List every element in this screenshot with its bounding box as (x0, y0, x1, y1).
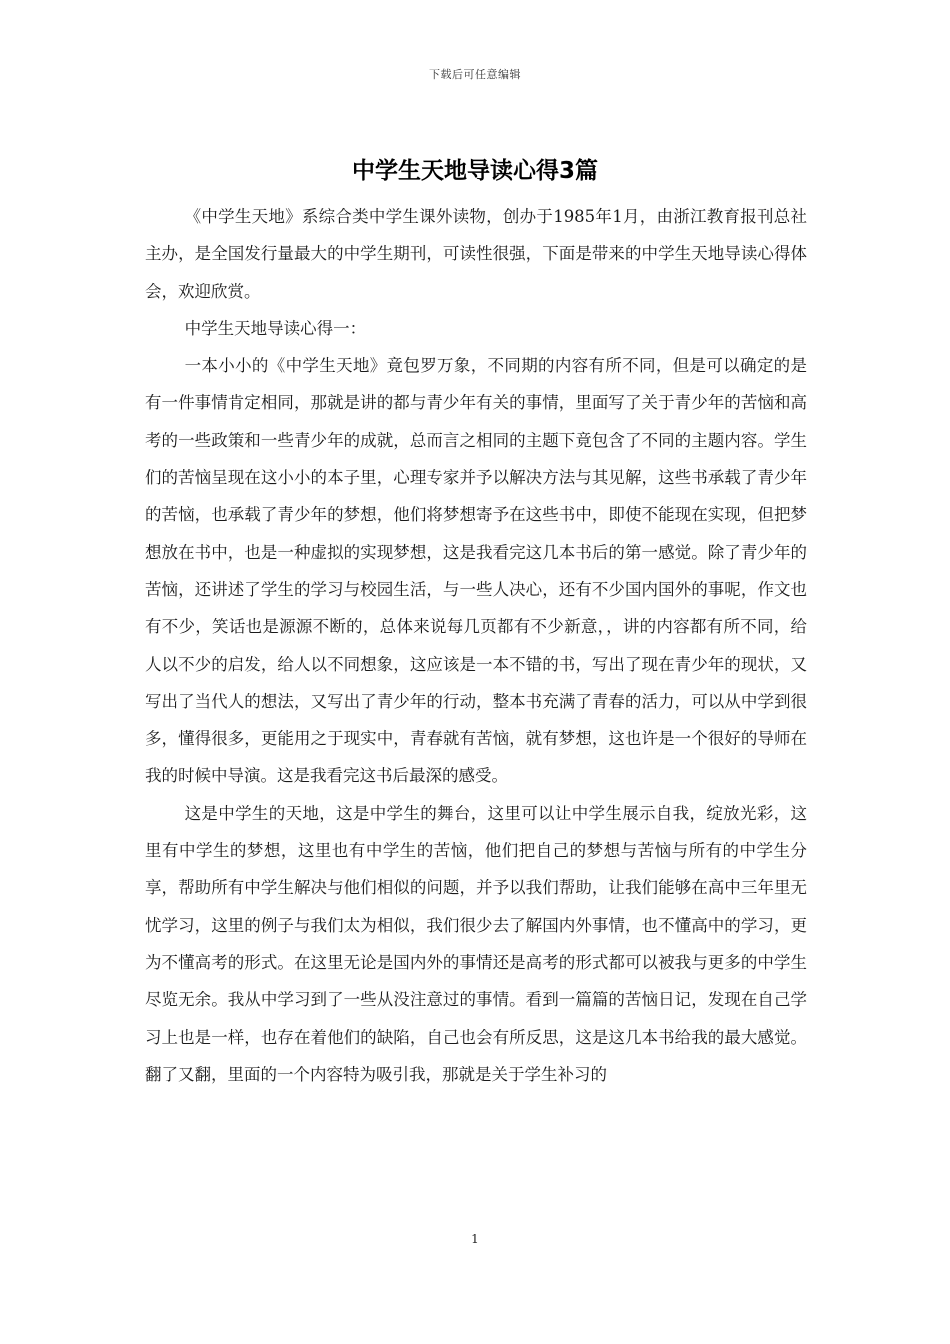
page-number: 1 (471, 1232, 479, 1246)
section-heading: 中学生天地导读心得一： (184, 318, 367, 338)
body-paragraph: 一本小小的《中学生天地》竟包罗万象，不同期的内容有所不同，但是可以确定的是有一件事情肯定相同，那就是讲的都与青少年有关的事情，里面写了关于青少年的苦恼和高考的一些政策和一些青少年的成就，总而言之相同的主题下竟包含了不同的主题内容。学生们的苦恼呈现在这小小的本子里，心理专家并予以解决方法与其见解，这些书承载了青少年的苦恼，也承载了青少年的梦想，他们将梦想寄予在这些书中，即使不能现在实现，但把梦想放在书中，也是一种虚拟的实现梦想，这是我看完这几本书后的第一感觉。除了青少年的苦恼，还讲述了学生的学习与校园生活，与一些人决心，还有不少国内国外的事呢，作文也有不少，笑话也是源源不断的，总体来说每几页都有不少新意，，讲的内容都有所不同，给人以不少的启发，给人以不同想象，这应该是一本不错的书，写出了现在青少年的现状，又写出了当代人的想法，又写出了青少年的行动，整本书充满了青春的活力，可以从中学到很多，懂得很多，更能用之于现实中，青春就有苦恼，就有梦想，这也许是一个很好的导师在我的时候中导演。这是我看完这书后最深的感受。 (145, 356, 807, 786)
document-body (145, 198, 807, 1093)
page-title: 中学生天地导读心得3篇 (351, 158, 598, 184)
header-note: 下载后可任意编辑 (429, 68, 521, 81)
intro-paragraph: 《中学生天地》系综合类中学生课外读物，创办于1985年1月，由浙江教育报刊总社主办，是全国发行量最大的中学生期刊，可读性很强，下面是带来的中学生天地导读心得体会，欢迎欣赏。 (145, 207, 807, 301)
body-paragraph: 这是中学生的天地，这是中学生的舞台，这里可以让中学生展示自我，绽放光彩，这里有中学生的梦想，这里也有中学生的苦恼，他们把自己的梦想与苦恼与所有的中学生分享，帮助所有中学生解决与他们相似的问题，并予以我们帮助，让我们能够在高中三年里无忧学习，这里的例子与我们太为相似，我们很少去了解国内外事情，也不懂高中的学习，更为不懂高考的形式。在这里无论是国内外的事情还是高考的形式都可以被我与更多的中学生尽览无余。我从中学习到了一些从没注意过的事情。看到一篇篇的苦恼日记，发现在自己学习上也是一样，也存在着他们的缺陷，自己也会有所反思，这是这几本书给我的最大感觉。翻了又翻，里面的一个内容特为吸引我，那就是关于学生补习的 (145, 803, 807, 1084)
